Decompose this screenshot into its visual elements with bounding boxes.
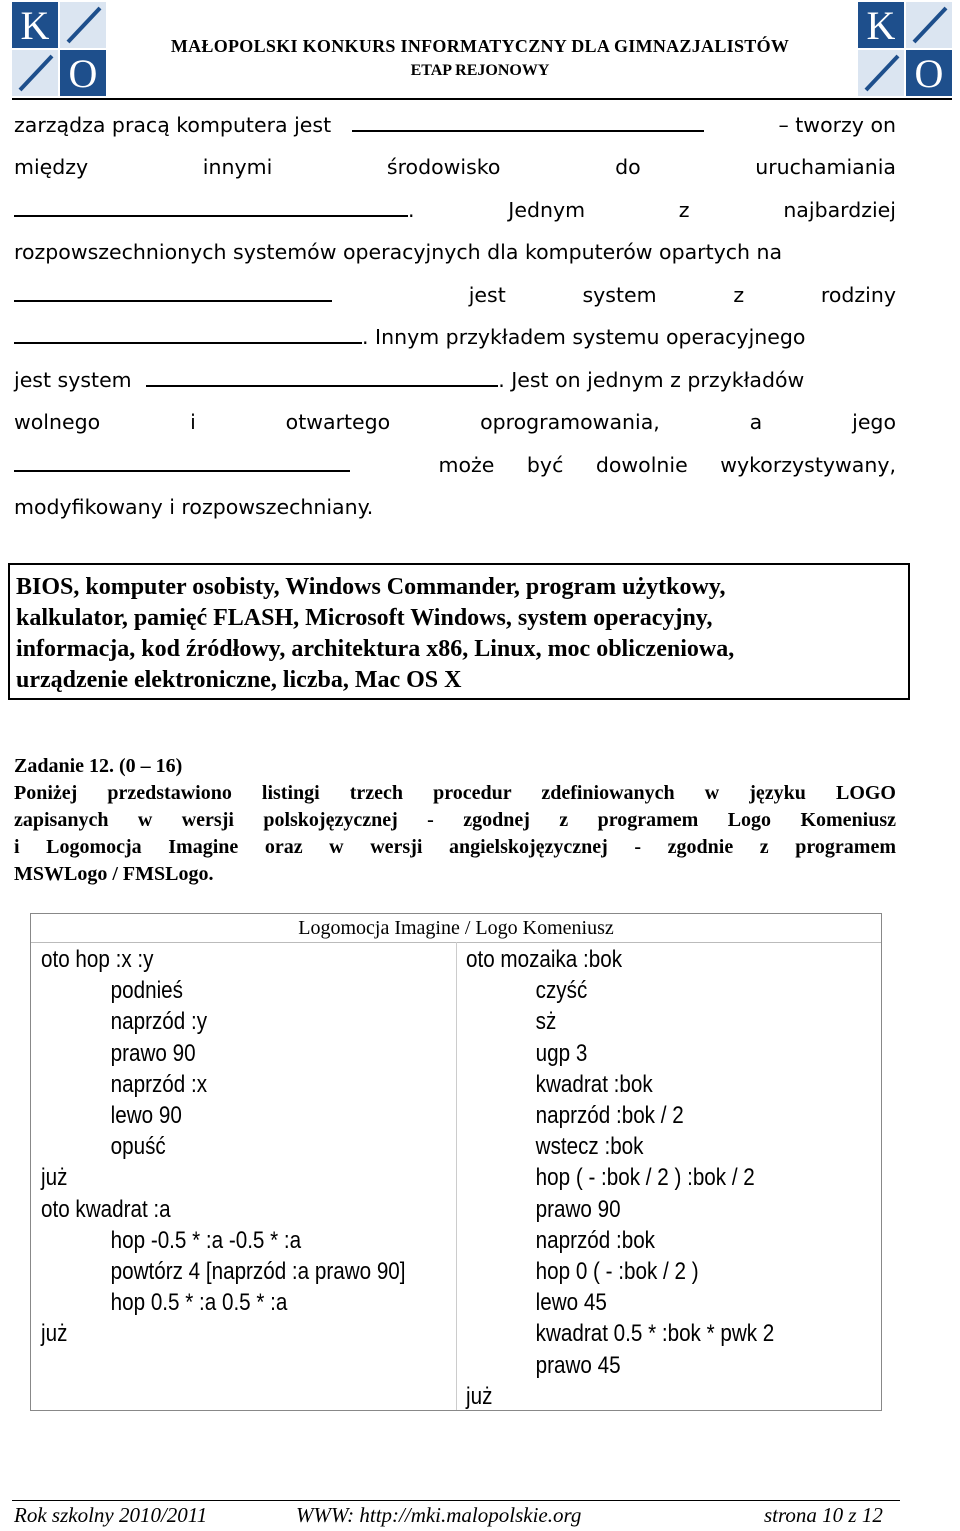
code-line: naprzód :x: [110, 1070, 208, 1098]
paragraph-line: [14, 450, 896, 480]
paragraph-word: między: [14, 155, 89, 179]
code-line: hop ( - :bok / 2 ) :bok / 2: [535, 1164, 755, 1192]
task-line: zapisanych w wersji polskojęzycznej - zgodnej z programem Logo Komeniusz: [14, 809, 896, 831]
logo-letter-k: K: [12, 2, 58, 48]
column-divider: [456, 942, 457, 1410]
code-line: prawo 90: [110, 1039, 196, 1067]
contest-title: MAŁOPOLSKI KONKURS INFORMATYCZNY DLA GIMNAZJALISTÓW: [170, 36, 790, 56]
code-line: naprzód :bok / 2: [535, 1102, 684, 1129]
code-line: kwadrat 0.5 * :bok * pwk 2: [535, 1320, 775, 1348]
logo-quill-icon: [906, 2, 952, 48]
code-line: lewo 45: [535, 1289, 607, 1317]
code-line: powtórz 4 [naprzód :a prawo 90]: [110, 1258, 406, 1285]
answer-blank[interactable]: [352, 110, 704, 132]
paragraph-word: może: [438, 453, 495, 477]
paragraph-line: modyfikowany i rozpowszechniany.: [14, 495, 374, 519]
paragraph-word: system: [582, 283, 657, 307]
code-line: oto hop :x :y: [41, 946, 154, 973]
code-table-header: Logomocja Imagine / Logo Komeniusz: [31, 914, 881, 943]
paragraph-text: .: [408, 198, 415, 222]
paragraph-text: . Innym przykładem systemu operacyjnego: [362, 325, 806, 349]
paragraph-word: uruchamiania: [755, 155, 896, 179]
paragraph-text: – tworzy on: [778, 113, 896, 137]
logo-letter-o: O: [60, 50, 106, 96]
paragraph-word: i: [190, 410, 196, 434]
answer-blank[interactable]: [14, 195, 408, 217]
paragraph-word: jego: [852, 410, 896, 434]
word-bank-line: BIOS, komputer osobisty, Windows Commander, program użytkowy,: [16, 574, 726, 600]
paragraph-line: [14, 152, 896, 182]
code-line: naprzód :y: [110, 1008, 208, 1036]
code-line: podnieś: [110, 977, 183, 1005]
code-line: hop 0.5 * :a 0.5 * :a: [110, 1289, 288, 1317]
paragraph-word: dowolnie: [595, 453, 688, 477]
code-line: hop 0 ( - :bok / 2 ): [535, 1258, 699, 1285]
code-line: oto mozaika :bok: [466, 946, 623, 973]
word-bank-line: urządzenie elektroniczne, liczba, Mac OS X: [16, 667, 462, 693]
paragraph-word: a: [749, 410, 763, 434]
paragraph-word: najbardziej: [783, 198, 896, 222]
answer-blank[interactable]: [14, 280, 332, 302]
code-line: opuść: [110, 1133, 166, 1161]
answer-blank[interactable]: [14, 322, 362, 344]
paragraph-text: zarządza pracą komputera jest: [14, 113, 332, 137]
code-line: już: [41, 1320, 68, 1348]
task-title: Zadanie 12. (0 – 16): [14, 755, 183, 777]
answer-blank[interactable]: [146, 365, 498, 387]
paragraph-line: rozpowszechnionych systemów operacyjnych dla komputerów opartych na: [14, 240, 783, 264]
code-line: hop -0.5 * :a -0.5 * :a: [110, 1226, 302, 1254]
paragraph-line: [14, 407, 896, 437]
code-line: ugp 3: [535, 1039, 588, 1067]
code-line: oto kwadrat :a: [41, 1195, 171, 1223]
contest-logo: [12, 2, 108, 98]
footer-divider: [12, 1500, 900, 1501]
code-line: naprzód :bok: [535, 1226, 655, 1254]
footer-website-link[interactable]: WWW: http://mki.malopolskie.org: [296, 1503, 582, 1527]
paragraph-word: wykorzystywany,: [720, 453, 896, 477]
task-line: Poniżej przedstawiono listingi trzech procedur zdefiniowanych w języku LOGO: [14, 782, 896, 804]
paragraph-word: oprogramowania,: [480, 410, 660, 434]
word-bank-line: kalkulator, pamięć FLASH, Microsoft Windows, system operacyjny,: [16, 605, 713, 631]
paragraph-line: [14, 365, 896, 395]
footer-page-number: strona 10 z 12: [764, 1503, 883, 1527]
header-divider: [12, 98, 952, 100]
paragraph-word: rodziny: [820, 283, 896, 307]
paragraph-text: . Jest on jednym z przykładów: [498, 368, 805, 392]
contest-logo: [858, 2, 954, 98]
logo-letter-k: K: [858, 2, 904, 48]
paragraph-line: [14, 322, 896, 352]
code-line: kwadrat :bok: [535, 1070, 653, 1098]
paragraph-word: innymi: [202, 155, 273, 179]
code-line: wstecz :bok: [535, 1133, 644, 1161]
paragraph-line: [14, 110, 896, 140]
code-line: już: [466, 1382, 493, 1410]
logo-letter-o: O: [906, 50, 952, 96]
code-listing-table: [30, 913, 882, 1411]
logo-quill-icon: [60, 2, 106, 48]
code-line: prawo 90: [535, 1195, 621, 1223]
code-line: prawo 45: [535, 1351, 621, 1379]
paragraph-line: [14, 280, 896, 310]
logo-quill-icon: [858, 50, 904, 96]
paragraph-word: jest: [468, 283, 506, 307]
answer-blank[interactable]: [14, 450, 350, 472]
paragraph-word: do: [615, 155, 641, 179]
contest-stage: ETAP REJONOWY: [410, 62, 550, 79]
paragraph-text: jest system: [14, 368, 132, 392]
task-line: MSWLogo / FMSLogo.: [14, 863, 214, 885]
code-line: lewo 90: [110, 1102, 182, 1129]
code-line: już: [41, 1164, 68, 1192]
paragraph-word: Jednym: [508, 198, 586, 222]
paragraph-word: z: [733, 283, 745, 307]
paragraph-word: otwartego: [285, 410, 391, 434]
task-line: i Logomocja Imagine oraz w wersji angielskojęzycznej - zgodnie z programem: [14, 836, 896, 858]
paragraph-line: [14, 195, 896, 225]
paragraph-word: wolnego: [14, 410, 101, 434]
footer-school-year: Rok szkolny 2010/2011: [14, 1503, 208, 1527]
logo-quill-icon: [12, 50, 58, 96]
word-bank-line: informacja, kod źródłowy, architektura x86, Linux, moc obliczeniowa,: [16, 636, 735, 662]
paragraph-word: z: [678, 198, 690, 222]
code-line: czyść: [535, 977, 588, 1005]
paragraph-word: środowisko: [386, 155, 501, 179]
word-bank-box: [8, 563, 910, 700]
paragraph-word: być: [526, 453, 564, 477]
code-line: sż: [535, 1008, 557, 1036]
